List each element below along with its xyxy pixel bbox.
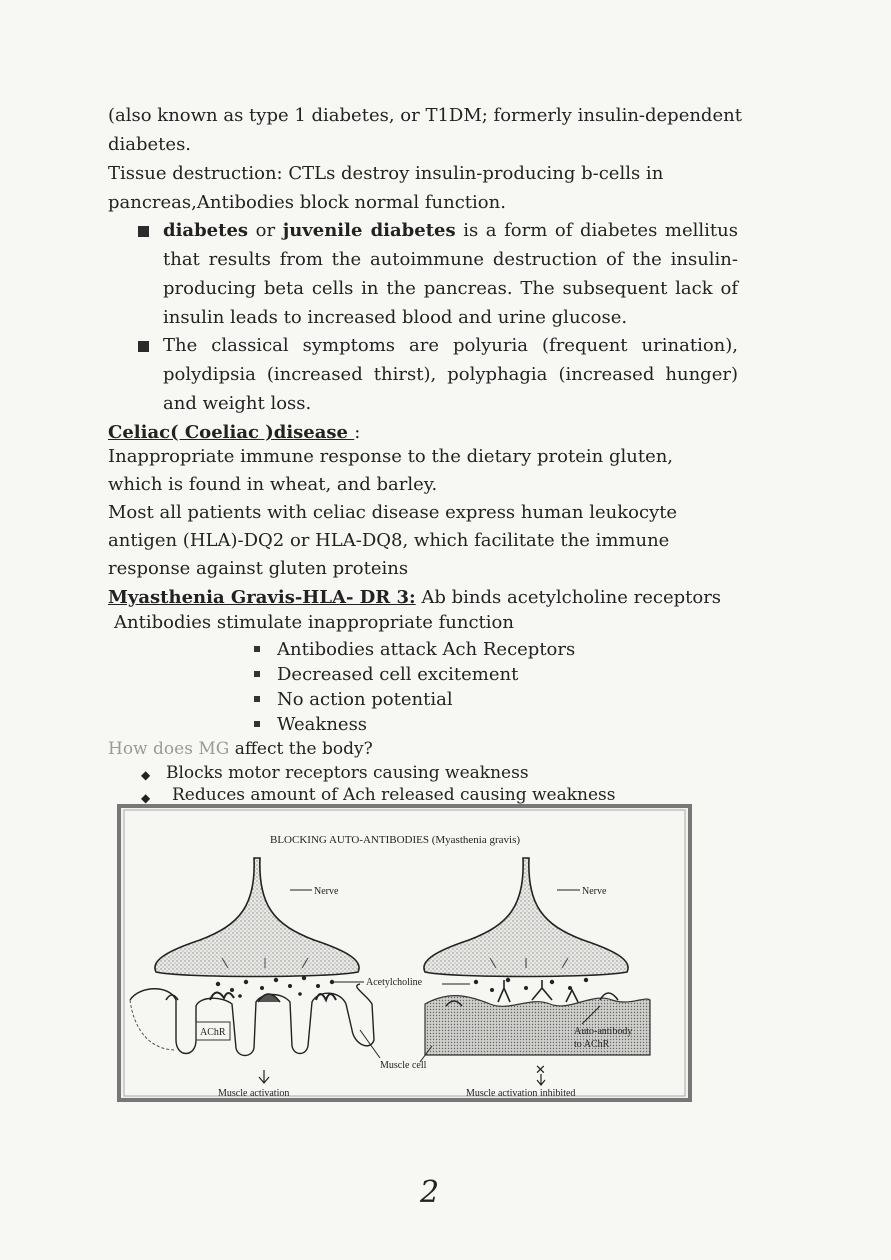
- mg-item-3: No action potential: [277, 689, 453, 710]
- bold-term-juvenile: juvenile diabetes: [282, 220, 456, 241]
- mg-heading-rest: Ab binds acetylcholine receptors: [415, 587, 722, 608]
- t1dm-bullet-2-line-3: and weight loss.: [163, 393, 312, 414]
- question-rest: affect the body?: [229, 739, 373, 759]
- nerve-label-left: Nerve: [314, 886, 339, 897]
- question-faint: How does MG: [108, 739, 230, 759]
- caption-muscle-activation-inhibited: Muscle activation inhibited: [466, 1088, 576, 1099]
- muscle-cell-label: Muscle cell: [380, 1060, 427, 1071]
- achr-label: AChR: [200, 1027, 226, 1038]
- t1dm-bullet-2-line-1: The classical symptoms are polyuria (frequent urination),: [163, 335, 738, 356]
- celiac-line-2: which is found in wheat, and barley.: [108, 474, 438, 495]
- t1dm-bullet-1-line-4: insulin leads to increased blood and urine glucose.: [163, 307, 628, 328]
- t1dm-line-1: (also known as type 1 diabetes, or T1DM; formerly insulin-dependent: [108, 105, 742, 126]
- bold-term-diabetes: diabetes: [163, 220, 249, 241]
- t1dm-line-2: diabetes.: [108, 134, 192, 155]
- diamond-bullet-icon: ◆: [141, 768, 151, 782]
- diamond-bullet-icon: ◆: [141, 791, 151, 805]
- auto-antibody-label-1: Auto-antibody: [574, 1026, 633, 1037]
- nerve-label-right: Nerve: [582, 886, 607, 897]
- page-number: 2: [420, 1175, 440, 1210]
- celiac-line-5: response against gluten proteins: [108, 558, 409, 579]
- mg-item-4: Weakness: [277, 714, 368, 735]
- bullet-text: or: [248, 220, 283, 241]
- t1dm-line-3: Tissue destruction: CTLs destroy insulin-producing b-cells in: [108, 163, 664, 184]
- mg-effect-2: Reduces amount of Ach released causing weakness: [172, 785, 616, 805]
- t1dm-bullet-2-line-2: polydipsia (increased thirst), polyphagia (increased hunger): [163, 364, 738, 385]
- bullet-text: is a form of diabetes mellitus: [455, 220, 738, 241]
- mg-effect-1: Blocks motor receptors causing weakness: [166, 763, 529, 783]
- celiac-line-3: Most all patients with celiac disease express human leukocyte: [108, 502, 678, 523]
- t1dm-line-4: pancreas,Antibodies block normal function.: [108, 192, 506, 213]
- caption-muscle-activation: Muscle activation: [218, 1088, 290, 1099]
- figure-title: BLOCKING AUTO-ANTIBODIES (Myasthenia gravis): [270, 834, 521, 846]
- celiac-line-4: antigen (HLA)-DQ2 or HLA-DQ8, which facilitate the immune: [108, 530, 670, 551]
- blocked-x-icon: ✕: [535, 1062, 546, 1077]
- celiac-line-1: Inappropriate immune response to the dietary protein gluten,: [108, 446, 674, 467]
- t1dm-bullet-1-line-2: that results from the autoimmune destruction of the insulin-: [163, 249, 738, 270]
- auto-antibody-label-2: to AChR: [574, 1039, 610, 1050]
- mg-heading-text: Myasthenia Gravis-HLA- DR 3:: [108, 587, 416, 608]
- acetylcholine-label: Acetylcholine: [366, 977, 423, 988]
- celiac-heading-text: Celiac( Coeliac )disease: [108, 422, 355, 443]
- t1dm-bullet-1-line-3: producing beta cells in the pancreas. The subsequent lack of: [163, 278, 738, 299]
- mg-line-2: Antibodies stimulate inappropriate function: [114, 612, 514, 633]
- heading-colon: :: [354, 422, 361, 443]
- mg-item-2: Decreased cell excitement: [277, 664, 519, 685]
- mg-item-1: Antibodies attack Ach Receptors: [277, 639, 576, 660]
